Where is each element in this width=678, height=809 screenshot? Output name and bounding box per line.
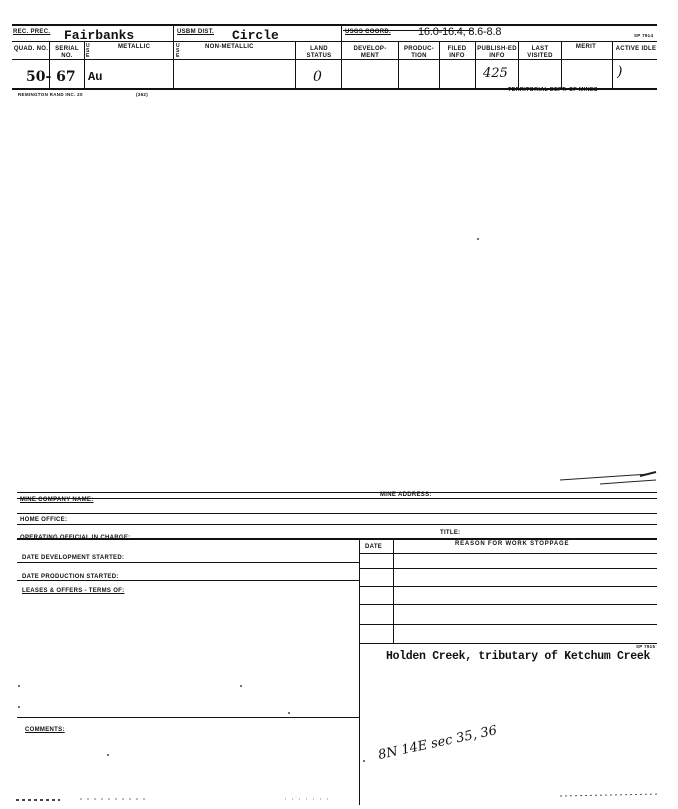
title-label: TITLE: <box>440 530 461 536</box>
serial-no-header: SERIAL NO. <box>55 46 79 59</box>
operating-official-label: OPERATING OFFICIAL IN CHARGE: <box>20 535 131 541</box>
land-status-value: 0 <box>313 69 322 85</box>
metallic-value: Au <box>88 70 103 84</box>
card-edge <box>0 460 678 500</box>
last-visited-header: LAST VISITED <box>527 46 553 59</box>
form-number-top: SP 7914 <box>634 33 654 38</box>
quad-serial-value: 50- 67 <box>26 69 76 85</box>
production-header: PRODUC-TION <box>403 46 435 59</box>
date-development-label: DATE DEVELOPMENT STARTED: <box>22 555 125 561</box>
published-info-header: PUBLISH-ED INFO <box>477 46 517 59</box>
rec-prec-label: REC. PREC. <box>13 29 51 35</box>
date-production-label: DATE PRODUCTION STARTED: <box>22 574 119 580</box>
active-idle-value: ) <box>617 64 623 80</box>
usbm-dist-value: Circle <box>232 28 279 43</box>
quad-no-header: QUAD. NO. <box>13 46 49 52</box>
comments-label: COMMENTS: <box>25 727 65 733</box>
printer-code: (362) <box>136 92 149 97</box>
merit-header: MERIT <box>575 44 597 50</box>
published-info-value: 425 <box>483 66 508 81</box>
form-number-bottom: SP 7915 <box>636 644 656 649</box>
metallic-header: METALLIC <box>118 44 151 50</box>
reason-header: REASON FOR WORK STOPPAGE <box>455 541 570 547</box>
use-nonmetallic-header: U S E <box>176 43 180 59</box>
home-office-label: HOME OFFICE: <box>20 517 68 523</box>
active-idle-header: ACTIVE IDLE <box>615 46 657 52</box>
usgs-coord-value: 16.0-16.4, 8.6-8.8 <box>418 26 502 38</box>
mine-address-label: MINE ADDRESS: <box>380 492 432 498</box>
department-footer: TERRITORIAL DEPT. OF MINES <box>508 87 598 93</box>
rec-prec-value: Fairbanks <box>64 28 135 43</box>
nonmetallic-header: NON-METALLIC <box>205 44 254 50</box>
leases-label: LEASES & OFFERS - TERMS OF: <box>22 588 125 594</box>
usbm-dist-label: USBM DIST. <box>177 29 215 35</box>
mine-company-name-label: MINE COMPANY NAME: <box>20 497 94 503</box>
date-header: DATE <box>365 544 383 550</box>
location-note: Holden Creek, tributary of Ketchum Creek <box>386 650 651 663</box>
land-status-header: LAND STATUS <box>306 46 332 59</box>
development-header: DEVELOP-MENT <box>353 46 387 59</box>
handwritten-location: 8N 14E sec 35, 36 <box>376 723 499 763</box>
use-metallic-header: U S E <box>86 43 90 59</box>
filed-info-header: FILED INFO <box>447 46 467 59</box>
usgs-coord-label: USGS COORD. <box>345 29 391 35</box>
scan-noise-bottom <box>0 790 678 809</box>
printer-footer: REMINGTON RAND INC. 20 <box>18 92 83 97</box>
